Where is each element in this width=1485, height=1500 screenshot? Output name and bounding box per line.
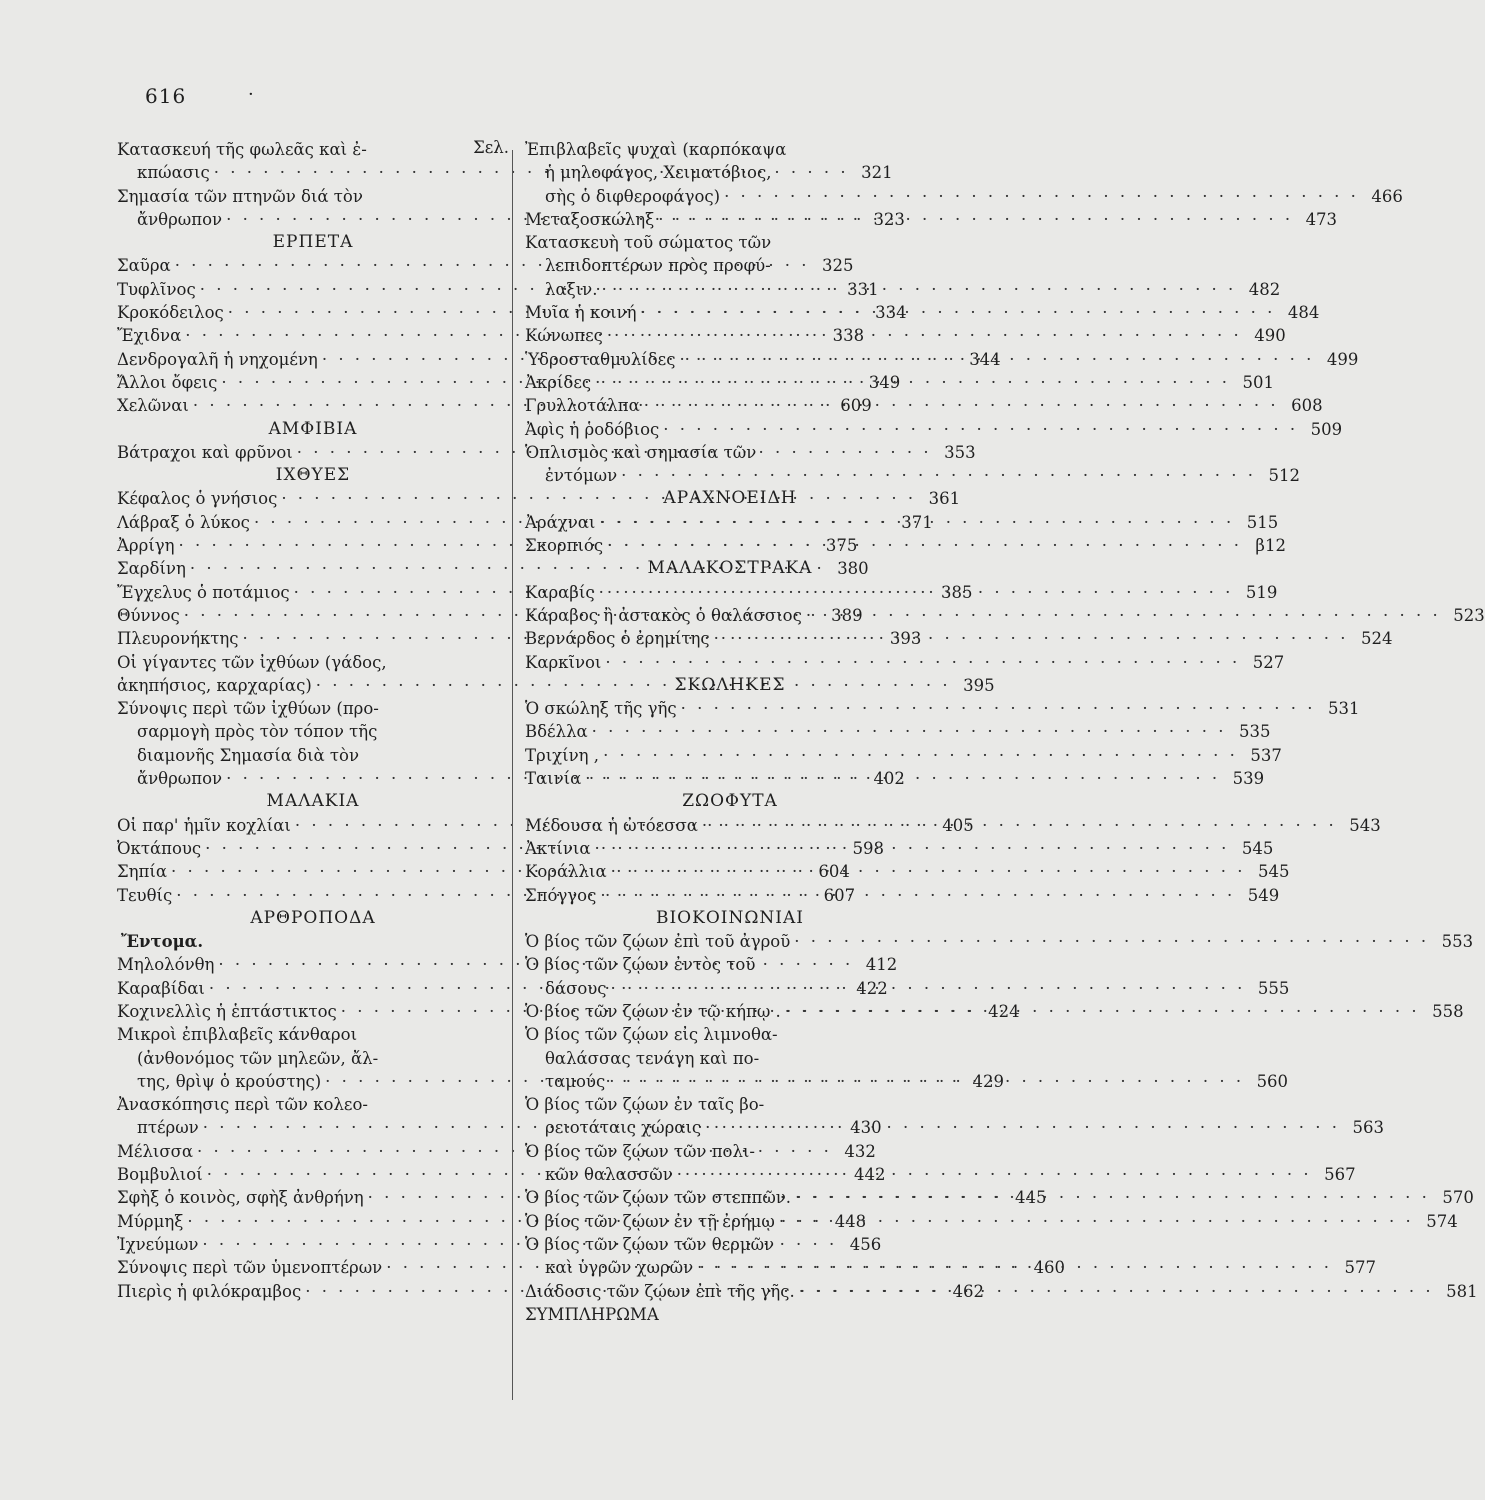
index-entry: ΣΥΜΠΛΗΡΩΜΑ: [525, 1304, 659, 1324]
entry-title: Δενδρογαλῆ ἡ νηχομένη: [117, 349, 318, 369]
section-heading: ΣΚΩΛΗΚΕΣ: [674, 674, 786, 695]
entry-title: Μικροὶ ἐπιβλαβεῖς κάνθαροι: [117, 1025, 358, 1045]
dot-leader: [600, 884, 1235, 907]
entry-page-number: 567: [1324, 1165, 1356, 1185]
entry-page-number: β12: [1255, 536, 1286, 556]
index-entry: [525, 511, 1279, 534]
entry-title: Ἀφὶς ἡ ῥοδόβιος: [525, 419, 660, 439]
entry-page-number: 442: [854, 1165, 886, 1185]
entry-page-number: 361: [928, 489, 961, 509]
entry-title: Ἀνασκόπησις περὶ τῶν κολεο-: [117, 1095, 368, 1115]
entry-title: Οἱ παρ' ἡμῖν κοχλίαι: [117, 815, 291, 835]
entry-title: Ὁ βίος τῶν ζῴων τῶν στεππῶν.: [525, 1188, 792, 1208]
entry-title: Μυῖα ἡ κοινή: [525, 303, 637, 323]
index-entry: [525, 884, 1280, 907]
dot-leader: [621, 464, 1256, 487]
index-entry: [525, 627, 1393, 650]
index-entry: [525, 1233, 935, 1256]
entry-page-number: 405: [942, 815, 974, 835]
index-entry: [525, 278, 1281, 301]
dot-leader: [609, 1070, 1244, 1093]
entry-title: Τυφλῖνος: [117, 279, 196, 299]
entry-page-number: 527: [1252, 652, 1285, 672]
dot-leader: [603, 744, 1238, 767]
index-entry: [117, 138, 509, 161]
entry-title: θαλάσσας τενάγη καὶ πο-: [545, 1048, 760, 1068]
page-number: 616: [145, 84, 187, 108]
index-entry: [525, 138, 935, 161]
entry-title: Βομβυλιοί: [117, 1165, 203, 1185]
entry-page-number: 432: [844, 1141, 876, 1161]
dot-leader: [599, 511, 1234, 534]
index-entry: [525, 604, 1485, 627]
entry-page-number: 515: [1246, 512, 1279, 532]
dot-leader: [607, 534, 1242, 557]
entry-title: Μύρμηξ: [117, 1211, 184, 1231]
entry-page-number: 604: [818, 862, 850, 882]
index-entry: [525, 1093, 935, 1116]
entry-page-number: 549: [1247, 885, 1280, 905]
entry-page-number: 598: [852, 838, 885, 858]
index-entry: [525, 1116, 1385, 1139]
entry-title: ἐντόμων: [545, 466, 618, 486]
entry-page-number: 325: [822, 256, 854, 276]
page-column-header: Σελ.: [473, 138, 509, 157]
entry-page-number: 380: [837, 559, 869, 579]
entry-title: ἡ μηλοφάγος, Χειματόβιος,: [545, 163, 772, 183]
entry-title: ρειοτάταις χώραις: [545, 1118, 702, 1138]
entry-title: της, θρὶψ ὁ κρούστης): [137, 1071, 322, 1091]
dot-leader: [785, 1000, 1420, 1023]
entry-title: Ἔχιδνα: [117, 326, 182, 346]
entry-title: Κοχινελλὶς ἡ ἑπτάστικτος: [117, 1001, 337, 1021]
entry-title: διαμονῆς Σημασία διὰ τὸν: [137, 745, 360, 765]
index-entry: [525, 185, 1403, 208]
entry-page-number: 509: [1310, 419, 1343, 439]
entry-title: Κροκόδειλος: [117, 303, 224, 323]
entry-title: κπώασις: [137, 163, 210, 183]
entry-page-number: 338: [832, 326, 865, 346]
entry-page-number: 537: [1250, 745, 1282, 765]
dot-leader: [595, 371, 1230, 394]
dot-leader: [724, 185, 1359, 208]
entry-page-number: 577: [1344, 1258, 1376, 1278]
section-heading: ΖΩΟΦΥΤΑ: [682, 791, 778, 812]
section-heading: ΙΧΘΥΕΣ: [275, 465, 351, 486]
entry-page-number: 558: [1432, 1001, 1464, 1021]
page-mark: ·: [248, 84, 254, 105]
entry-page-number: 393: [889, 629, 922, 649]
dot-leader: [794, 930, 1429, 953]
entry-title: Μέδουσα ἡ ὠτόεσσα: [525, 815, 698, 835]
entry-title: Μηλολόνθη: [117, 955, 215, 975]
entry-title: Ταινία: [525, 769, 582, 789]
entry-page-number: 560: [1256, 1071, 1289, 1091]
entry-title: Καραβίς: [525, 582, 595, 602]
entry-page-number: 429: [972, 1071, 1005, 1091]
dot-leader: [799, 1280, 1434, 1303]
index-entry: [525, 418, 1343, 441]
entry-title: Βδέλλα: [525, 722, 588, 742]
entry-title: Ὁ βίος τῶν ζῴων ἐντὸς τοῦ: [525, 955, 756, 975]
index-entry: [525, 464, 1301, 487]
entry-title: Σύνοψις περὶ τῶν ἰχθύων (προ-: [117, 699, 379, 719]
entry-page-number: 574: [1426, 1211, 1458, 1231]
entry-title: Τριχίνη ,: [525, 745, 600, 765]
dot-leader: [658, 208, 1293, 231]
dot-leader: [641, 301, 1276, 324]
dot-leader: [592, 720, 1227, 743]
entry-page-number: 570: [1442, 1188, 1474, 1208]
dot-leader: [644, 394, 1279, 417]
dot-leader: [677, 1163, 1312, 1186]
entry-title: Σκορπιός: [525, 536, 604, 556]
entry-page-number: 490: [1254, 326, 1286, 346]
entry-title: Σαῦρα: [117, 256, 171, 276]
index-entry: [525, 534, 1286, 557]
entry-page-number: 545: [1258, 862, 1290, 882]
index-entry: [117, 651, 509, 674]
index-entry: [525, 953, 935, 976]
entry-title: Ὑδρoσταθμυλίδες: [525, 349, 676, 369]
index-entry: [525, 301, 1320, 324]
entry-title: Πλευρονήκτης: [117, 629, 239, 649]
index-entry: [525, 1023, 935, 1046]
entry-title: Λάβραξ ὁ λύκος: [117, 512, 250, 532]
entry-page-number: 524: [1361, 629, 1393, 649]
entry-title: Ὁ βίος τῶν ζῴων τῶν πολι-: [525, 1141, 755, 1161]
index-entry: [117, 185, 509, 208]
dot-leader: [705, 1116, 1340, 1139]
entry-page-number: 371: [901, 512, 933, 532]
dot-leader: [663, 418, 1298, 441]
dot-leader: [681, 697, 1316, 720]
index-entry: [525, 720, 1271, 743]
entry-title: Κάραβος ἢ ἀστακὸς ὁ θαλάσσιος: [525, 605, 802, 625]
section-heading: ΒΙΟΚΟΙΝΩΝΙΑΙ: [655, 907, 805, 928]
index-entry: [525, 441, 935, 464]
entry-page-number: 531: [1327, 699, 1360, 719]
entry-title: Κατασκευή τῆς φωλεᾶς καὶ ἐ-: [117, 140, 367, 159]
index-entry: [117, 1093, 509, 1116]
entry-page-number: 430: [850, 1118, 882, 1138]
entry-title: Μέλισσα: [117, 1141, 194, 1161]
entry-title: ταμούς: [545, 1071, 606, 1091]
entry-page-number: 482: [1248, 279, 1281, 299]
entry-title: κῶν θαλασσῶν: [545, 1165, 673, 1185]
entry-page-number: 349: [868, 372, 901, 392]
entry-title: Σημασία τῶν πτηνῶν διά τὸν: [117, 186, 363, 206]
entry-title: Ὁ βίος τῶν ζῴων ἐν ταῖς βο-: [525, 1095, 765, 1115]
entry-title: Οἱ γίγαντες τῶν ἰχθύων (γάδος,: [117, 652, 387, 672]
entry-title: Σύνοψις περὶ τῶν ὑμενοπτέρων: [117, 1258, 383, 1278]
entry-page-number: 545: [1241, 838, 1274, 858]
index-entry: [117, 1023, 509, 1046]
index-entry: [525, 1163, 1356, 1186]
entry-title: Ἀρρίγη: [117, 536, 175, 556]
section-heading: ΑΡΘΡΟΠΟΔΑ: [250, 907, 376, 928]
entry-page-number: 501: [1242, 372, 1274, 392]
entry-page-number: 448: [834, 1211, 867, 1231]
section-heading: ΕΡΠΕΤΑ: [272, 232, 354, 253]
entry-page-number: 424: [988, 1001, 1020, 1021]
entry-page-number: 581: [1446, 1281, 1478, 1301]
index-entry: [525, 394, 1323, 417]
index-entry: [525, 161, 935, 184]
entry-title: σαρμογὴ πρὸς τὸν τόπον τῆς: [137, 722, 378, 742]
index-entry: [117, 720, 509, 743]
section-heading: ΜΑΛΑΚΟΣΤΡΑΚΑ: [647, 558, 813, 579]
column-divider: [512, 150, 513, 1400]
index-entry: [525, 930, 1474, 953]
entry-title: Βάτραχοι καὶ φρῦνοι: [117, 442, 293, 462]
entry-title: Ὁ βίος τῶν ζῴων ἐν τῷ κήπῳ .: [525, 1001, 781, 1021]
entry-title: Σφὴξ ὁ κοινὸς, σφὴξ ἀνθρήνη: [117, 1188, 364, 1208]
entry-title: Ἀκρίδες: [525, 372, 592, 392]
dot-leader: [605, 651, 1240, 674]
dot-leader: [779, 1210, 1414, 1233]
index-entry: [525, 697, 1360, 720]
entry-title: Κατασκευὴ τοῦ σώματος τῶν: [525, 233, 772, 253]
entry-title: Θύννος: [117, 605, 180, 625]
entry-page-number: 460: [1033, 1258, 1066, 1278]
entry-page-number: 445: [1015, 1188, 1047, 1208]
entry-page-number: 512: [1268, 466, 1301, 486]
index-entry: [525, 1047, 935, 1070]
entry-page-number: 608: [1291, 396, 1323, 416]
entry-title: καὶ ὑγρῶν χωρῶν: [545, 1258, 694, 1278]
entry-page-number: 353: [944, 442, 976, 462]
entry-page-number: 519: [1245, 582, 1278, 602]
entry-title: Καραβίδαι: [117, 978, 205, 998]
entry-page-number: 553: [1441, 932, 1474, 952]
entry-page-number: 389: [831, 605, 863, 625]
entry-page-number: 523: [1453, 605, 1485, 625]
entry-title: Γρυλλοτάλπα: [525, 396, 640, 416]
entry-title: Μεταξοσκώληξ: [525, 209, 655, 229]
entry-page-number: 535: [1239, 722, 1271, 742]
entry-title: Κοράλλια: [525, 862, 607, 882]
entry-title: Ὀκτάπους: [117, 838, 202, 858]
index-entry: [525, 371, 1274, 394]
dot-leader: [806, 604, 1441, 627]
index-entry: [525, 860, 1290, 883]
entry-page-number: 484: [1287, 303, 1320, 323]
entry-title: Ἄλλοι ὄφεις: [117, 372, 218, 392]
index-entry: [117, 1047, 509, 1070]
entry-page-number: 473: [1305, 209, 1338, 229]
index-entry: [525, 651, 1285, 674]
entry-title: Πιερὶς ἡ φιλόκραμβος: [117, 1281, 302, 1301]
dot-leader: [795, 1186, 1430, 1209]
entry-title: λαξιν.: [545, 279, 598, 299]
entry-title: πτέρων: [137, 1118, 199, 1138]
entry-page-number: 466: [1371, 186, 1403, 206]
index-entry: [525, 254, 935, 277]
entry-page-number: 539: [1232, 769, 1265, 789]
entry-title: Κέφαλος ὁ γνήσιος: [117, 489, 278, 509]
entry-title: Διάδοσις τῶν ζῴων ἐπὶ τῆς γῆς.: [525, 1281, 795, 1301]
dot-leader: [585, 767, 1220, 790]
dot-leader: [601, 278, 1236, 301]
index-entry: [525, 1140, 935, 1163]
entry-page-number: 375: [825, 536, 858, 556]
subsection-heading: Ἔντομα.: [121, 932, 204, 952]
entry-title: σὴς ὁ διφθεροφάγος): [545, 186, 721, 206]
entry-page-number: 499: [1326, 349, 1359, 369]
dot-leader: [607, 324, 1242, 347]
entry-title: λεπιδοπτέρων πρὸς προφύ-: [545, 256, 771, 276]
entry-page-number: 402: [873, 769, 905, 789]
index-entry: [525, 744, 1282, 767]
entry-page-number: 456: [849, 1234, 882, 1254]
section-heading: ΑΜΦΙΒΙΑ: [268, 418, 358, 439]
entry-title: (ἀνθονόμος τῶν μηλεῶν, ἄλ-: [137, 1048, 379, 1068]
entry-title: ἄνθρωπον: [137, 209, 223, 229]
entry-page-number: 323: [873, 209, 905, 229]
entry-title: Καρκῖνοι: [525, 652, 602, 672]
entry-page-number: 344: [969, 349, 1001, 369]
index-entry: [525, 231, 935, 254]
index-entry: [525, 837, 1274, 860]
entry-page-number: 563: [1352, 1118, 1385, 1138]
entry-title: Σαρδίνη: [117, 559, 186, 579]
dot-leader: [702, 814, 1337, 837]
entry-title: δάσους: [545, 978, 607, 998]
dot-leader: [611, 977, 1246, 1000]
dot-leader: [599, 581, 1234, 604]
index-entry: [525, 977, 1290, 1000]
section-heading: ΜΑΛΑΚΙΑ: [266, 791, 360, 812]
entry-page-number: 555: [1257, 978, 1290, 998]
entry-title: Σπόγγος: [525, 885, 597, 905]
entry-title: Ἀκτίνια: [525, 838, 591, 858]
dot-leader: [714, 627, 1349, 650]
entry-title: Ὁ σκώληξ τῆς γῆς: [525, 699, 677, 719]
index-entry: [525, 208, 1338, 231]
index-entry: [525, 1210, 1458, 1233]
entry-title: ἀκηπήσιος, καρχαρίας): [117, 675, 312, 695]
entry-page-number: 543: [1349, 815, 1381, 835]
entry-title: Ἰχνεύμων: [117, 1234, 199, 1254]
entry-title: Ἐπιβλαβεῖς ψυχαὶ (καρπόκαψα: [525, 140, 787, 159]
entry-title: ἄνθρωπον: [137, 769, 223, 789]
index-entry: [117, 744, 509, 767]
index-entry: [525, 324, 1286, 347]
dot-leader: [594, 837, 1229, 860]
entry-title: Ὁ βίος τῶν ζῴων ἐπὶ τοῦ ἀγροῦ: [525, 932, 791, 952]
entry-title: Ὁπλισμὸς καὶ σημασία τῶν: [525, 442, 757, 462]
dot-leader: [611, 860, 1246, 883]
entry-title: Τευθίς: [117, 885, 173, 905]
section-heading: ΑΡΑΧΝΟΕΙΔΗ: [663, 488, 797, 509]
index-entry: [117, 697, 509, 720]
entry-title: Ἀράχναι: [525, 512, 596, 532]
entry-title: Κώνωπες: [525, 326, 603, 346]
entry-page-number: 609: [840, 396, 872, 416]
entry-title: Ὁ βίος τῶν ζῴων τῶν θερμῶν: [525, 1234, 775, 1254]
dot-leader: [679, 348, 1314, 371]
index-entry: [525, 767, 1265, 790]
entry-page-number: 412: [865, 955, 898, 975]
entry-title: Ὁ βίος τῶν ζῴων ἐν τῇ ἐρήμῳ: [525, 1211, 775, 1231]
entry-page-number: 334: [875, 303, 907, 323]
entry-title: Χελῶναι: [117, 396, 189, 416]
dot-leader: [697, 1256, 1332, 1279]
entry-page-number: 385: [940, 582, 973, 602]
entry-title: Βερνάρδος ὁ ἐρημίτης: [525, 629, 710, 649]
entry-page-number: 321: [861, 163, 893, 183]
entry-page-number: 395: [963, 675, 995, 695]
entry-title: Ἔγχελυς ὁ ποτάμιος: [117, 582, 290, 602]
entry-page-number: 462: [952, 1281, 985, 1301]
entry-page-number: 607: [823, 885, 856, 905]
entry-page-number: 422: [856, 978, 888, 998]
entry-title: Σηπία: [117, 862, 168, 882]
entry-page-number: 331: [847, 279, 879, 299]
entry-title: Ὁ βίος τῶν ζῴων εἰς λιμνοθα-: [525, 1025, 778, 1045]
